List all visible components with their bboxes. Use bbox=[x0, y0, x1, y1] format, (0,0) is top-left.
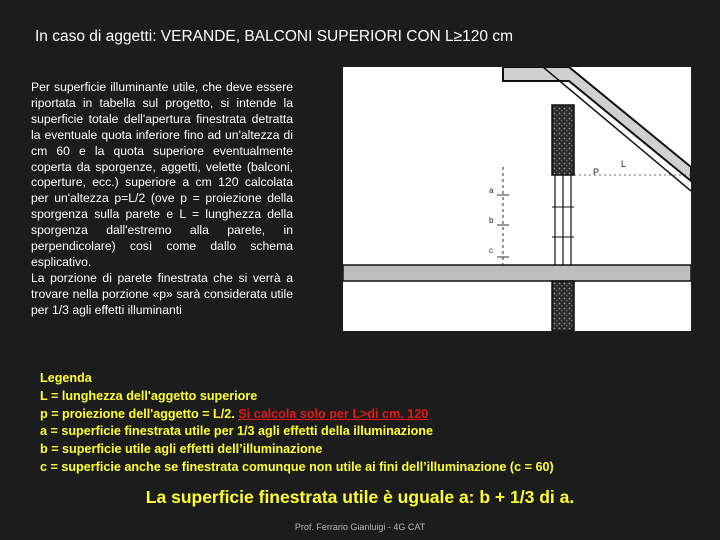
label-l: L bbox=[621, 159, 627, 169]
lower-wall bbox=[552, 281, 574, 331]
legend-line-p-text: p = proiezione dell'aggetto = L/2. bbox=[40, 406, 239, 421]
legend-line-b: b = superficie utile agli effetti dell’illuminazione bbox=[40, 442, 323, 457]
footer-author: Prof. Ferrario Gianluigi - 4G CAT bbox=[294, 522, 426, 532]
label-a: a bbox=[489, 186, 494, 195]
legend-line-l: L = lunghezza dell'aggetto superiore bbox=[40, 388, 258, 403]
roof-overhang bbox=[503, 67, 691, 181]
label-c: c bbox=[489, 246, 493, 255]
legend-heading: Legenda bbox=[40, 371, 92, 385]
schematic-figure bbox=[343, 67, 691, 331]
body-text bbox=[31, 80, 293, 319]
legend-line-p-note: Si calcola solo per L>di cm. 120 bbox=[238, 406, 429, 421]
label-p: P bbox=[593, 167, 600, 177]
slide-title: In caso di aggetti: VERANDE, BALCONI SUPERIORI CON L≥120 cm bbox=[35, 28, 513, 45]
upper-wall bbox=[552, 105, 574, 175]
conclusion: La superficie finestrata utile è uguale a: b + 1/3 di a. bbox=[145, 487, 575, 507]
body-paragraph-1: Per superficie illuminante utile, che deve essere riportata in tabella sul progetto, si intende la superficie totale dell'apertura finestrata detratta la eventuale quota inferiore fino ad un'altezza di cm 60 e la quota superiore eventualmente coperta da sporgenze, aggetti, velette (balconi, coperture, ecc.) superiore a cm 120 calcolata per un'altezza p=L/2 (ove p = proiezione della sporgenza sulla parete e L = lunghezza della sporgenza dall'estremo alla parete, in perpendicolare) così come dallo schema esplicativo. bbox=[31, 80, 293, 269]
label-b: b bbox=[489, 216, 494, 225]
body-paragraph-2: La porzione di parete finestrata che si verrà a trovare nella porzione «p» sarà considerata utile per 1/3 agli effetti illuminanti bbox=[31, 270, 293, 317]
floor-slab bbox=[343, 265, 691, 281]
legend bbox=[40, 370, 660, 477]
legend-line-a: a = superficie finestrata utile per 1/3 agli effetti della illuminazione bbox=[40, 424, 433, 439]
schematic-drawing bbox=[343, 67, 691, 331]
legend-line-p bbox=[40, 406, 660, 424]
legend-line-c: c = superficie anche se finestrata comunque non utile ai fini dell’illuminazione (c = 60) bbox=[40, 459, 554, 474]
